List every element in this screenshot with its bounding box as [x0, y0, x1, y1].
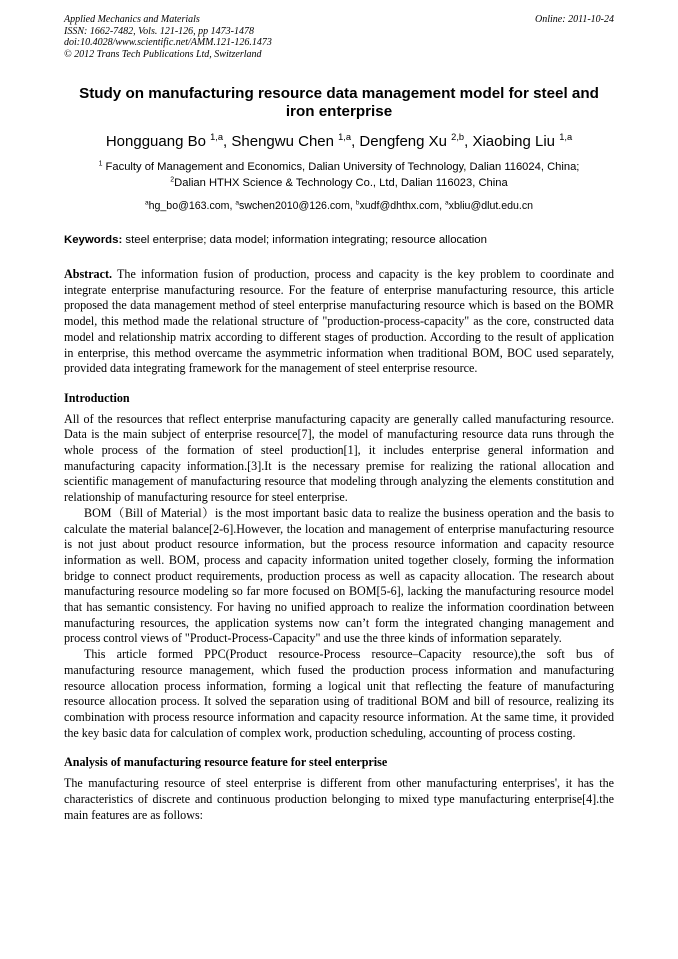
author-name: Shengwu Chen — [231, 133, 334, 150]
email-mark: a — [445, 199, 449, 207]
author-affiliation-mark: 1,a — [210, 132, 224, 142]
email-address: xudf@dhthx.com — [359, 200, 440, 212]
journal-name: Applied Mechanics and Materials — [64, 14, 200, 25]
email-address: swchen2010@126.com — [239, 200, 350, 212]
keywords — [64, 233, 614, 247]
affiliation-line — [60, 175, 618, 191]
author-affiliation-mark: 1,a — [559, 132, 573, 142]
abstract — [64, 267, 614, 377]
abstract-text: The information fusion of production, process and capacity is the key problem to coordinate and integrate enterprise manufacturing resource. For the feature of enterprise manufacturing resource, this article proposed the data management method of steel enterprise manufacturing resource which is based on the BOMR model, this method made the relational structure of "production-process-capacity" as the core, constructed data model and relationship matrix according to different stages of production. According to the result of application in enterprise, this method overcame the asymmetric information when traditional BOM, BOC used separately, provided data integrating framework for the management of steel enterprise resource. — [64, 267, 614, 376]
journal-info — [64, 14, 272, 60]
email-list: $^a$hg_bo@163.com, $^a$swchen2010@126.com, $^b$xudf@dhthx.com, $^a$xbliu@dlut.edu.cn — [144, 199, 534, 212]
author-list: Hongguang Bo $^{1,a}$, Shengwu Chen $^{1,a}$, Dengfeng Xu $^{2,b}$, Xiaobing Liu $^{1,a}$ — [105, 132, 573, 150]
author-affiliation-mark: 2,b — [451, 132, 465, 142]
affiliation-text: Faculty of Management and Economics, Dalian University of Technology, Dalian 116024, China; — [105, 161, 580, 173]
intro-paragraph: All of the resources that reflect enterprise manufacturing capacity are generally called manufacturing resource. Data is the main subject of enterprise resource[7], the model of manufacturing resource data runs through the whole process of the formation of steel production[1], it includes enterprise general information and manufacturing capacity information.[3].It is the necessary premise for realizing the rational allocation and scientific management of manufacturing resource that modeling through analyzing the elements constitution and relationship of manufacturing resource for steel enterprise. — [64, 411, 614, 505]
author-name: Hongguang Bo — [105, 133, 206, 150]
email-mark: a — [235, 199, 240, 207]
journal-issn: ISSN: 1662-7482, Vols. 121-126, pp 1473-1478 — [64, 25, 254, 37]
analysis-paragraph: The manufacturing resource of steel enterprise is different from other manufacturing enterprises', it has the characteristics of discrete and continuous production belonging to mixed type manufacturing enterprise[4].the main features are as follows: — [64, 776, 614, 822]
keywords-label: Keywords: — [64, 234, 123, 246]
affiliations — [60, 159, 618, 191]
affiliation-text: Dalian HTHX Science & Technology Co., Ltd, Dalian 116023, China — [174, 177, 508, 189]
section-heading-analysis: Analysis of manufacturing resource feature for steel enterprise — [64, 755, 388, 770]
affiliation-mark: 2 — [170, 176, 175, 184]
journal-doi: doi:10.4028/www.scientific.net/AMM.121-126.1473 — [64, 37, 272, 48]
author-name: Xiaobing Liu — [472, 133, 556, 150]
online-date: Online: 2011-10-24 — [535, 14, 614, 25]
email-mark: b — [355, 199, 360, 207]
email-address: xbliu@dlut.edu.cn — [448, 200, 534, 212]
keywords-text: steel enterprise; data model; information integrating; resource allocation — [125, 234, 487, 246]
intro-paragraph: BOM（Bill of Material）is the most important basic data to realize the business operation and the basis to calculate the material balance[2-6].However, the location and management of enterprise manufacturing resource is not just about product resource information, but the process resource information and capacity resource information as well. BOM, process and capacity information united together closely, forming the information bridge to connect product requirements, production process as well as capacity allocation. The research about manufacturing resource modeling so far more focused on BOM[5-6], lacking the manufacturing resource model that has semantic consistency. For having no unified approach to realize the information coordination between manufacturing resources, the application systems now can’t form the integrated changing management and process control views of "Product-Process-Capacity" and use the three kinds of information separately. — [64, 505, 614, 646]
paper-title: Study on manufacturing resource data management model for steel and iron enterprise — [79, 85, 599, 120]
journal-copyright: © 2012 Trans Tech Publications Ltd, Switzerland — [64, 48, 262, 60]
email-mark: a — [144, 199, 149, 207]
affiliation-mark: 1 — [98, 160, 103, 168]
abstract-label: Abstract. — [64, 267, 113, 281]
author-name: Dengfeng Xu — [359, 133, 447, 150]
journal-header — [64, 14, 614, 60]
author-affiliation-mark: 1,a — [338, 132, 352, 142]
affiliation-line — [60, 159, 618, 175]
section-heading-introduction: Introduction — [64, 390, 130, 405]
intro-paragraph: This article formed PPC(Product resource-Process resource–Capacity resource),the soft bus of manufacturing resource management, which fused the production process information and manufacturing resource allocation process information, forming a logical unit that reflecting the feature of manufacturing resource allocation process. It solved the separation using of traditional BOM and bill of resource, realizing its combination with process resource information and capacity resource information. At the same time, it provided the key basic data for calculation of complex work, production scheduling, accounting of process costing. — [64, 647, 614, 740]
email-address: hg_bo@163.com — [148, 200, 230, 212]
